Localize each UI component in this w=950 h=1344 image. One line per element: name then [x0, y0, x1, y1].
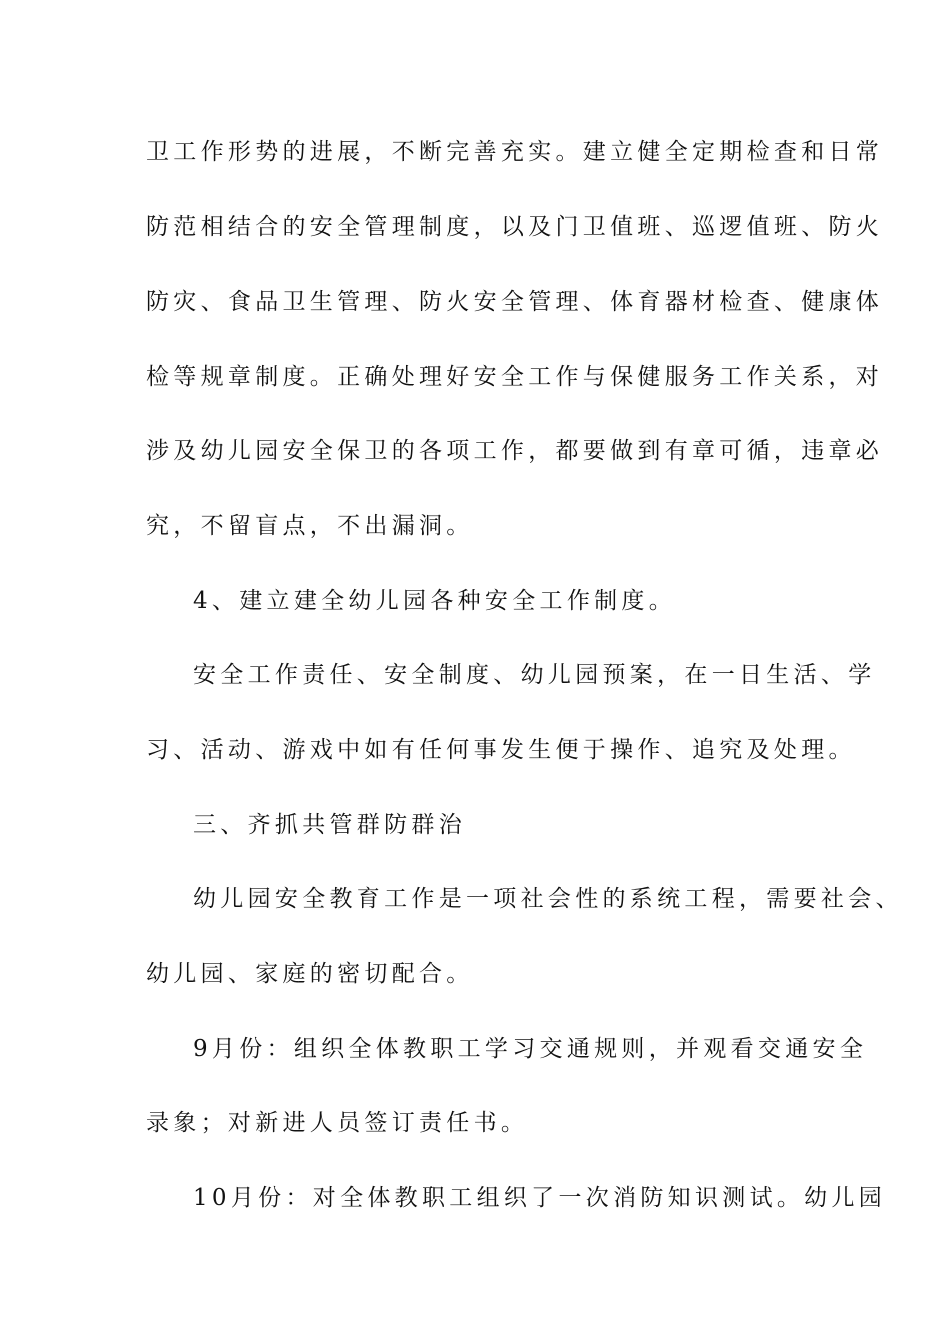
paragraph-start: 10月份：对全体教职工组织了一次消防知识测试。幼儿园: [193, 1185, 887, 1211]
text-line: 录象；对新进人员签订责任书。: [146, 1110, 529, 1136]
text-line: 幼儿园、家庭的密切配合。: [146, 961, 474, 987]
paragraph-start: 9月份：组织全体教职工学习交通规则，并观看交通安全: [193, 1036, 868, 1062]
text-line: 卫工作形势的进展，不断完善充实。建立健全定期检查和日常: [146, 139, 884, 165]
text-line: 检等规章制度。正确处理好安全工作与保健服务工作关系，对: [146, 364, 884, 390]
text-line: 涉及幼儿园安全保卫的各项工作，都要做到有章可循，违章必: [146, 438, 884, 464]
section-heading: 4、建立建全幼儿园各种安全工作制度。: [193, 588, 677, 614]
text-line: 究，不留盲点，不出漏洞。: [146, 513, 474, 539]
paragraph-start: 安全工作责任、安全制度、幼儿园预案，在一日生活、学: [193, 662, 876, 688]
text-line: 防范相结合的安全管理制度，以及门卫值班、巡逻值班、防火: [146, 214, 884, 240]
text-line: 习、活动、游戏中如有任何事发生便于操作、追究及处理。: [146, 737, 856, 763]
text-line: 防灾、食品卫生管理、防火安全管理、体育器材检查、健康体: [146, 289, 884, 315]
section-heading: 三、齐抓共管群防群治: [193, 812, 466, 838]
paragraph-start: 幼儿园安全教育工作是一项社会性的系统工程，需要社会、: [193, 886, 903, 912]
